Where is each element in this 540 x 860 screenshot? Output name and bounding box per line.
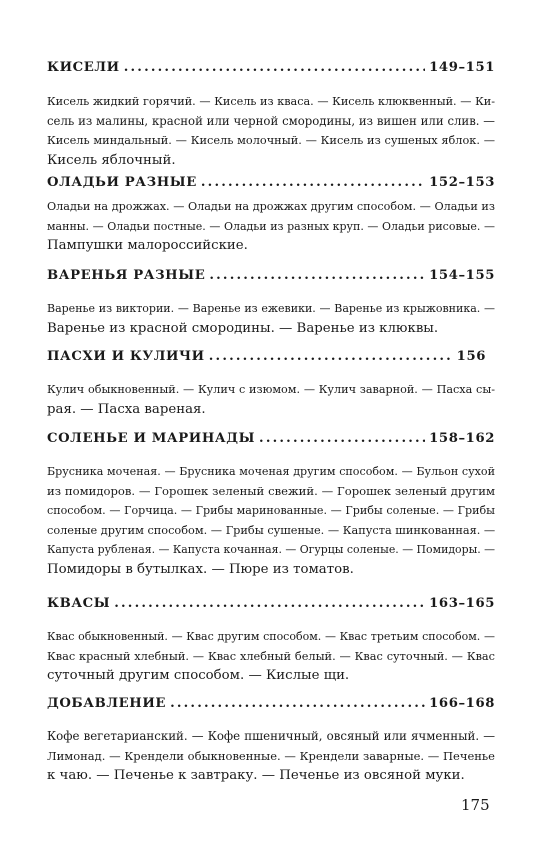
contents-line: Квас красный хлебный. — Квас хлебный белый. — Квас суточный. — Квас <box>47 649 495 663</box>
dot-leader <box>114 596 425 611</box>
contents-line: соленые другим способом. — Грибы сушеные. — Капуста шинкованная. — <box>47 523 496 537</box>
contents-line: Варенье из красной смородины. — Варенье из клюквы. <box>47 320 439 336</box>
section-title: ДОБАВЛЕНИЕ <box>47 696 167 711</box>
section-contents <box>47 380 495 419</box>
section-heading <box>47 696 495 716</box>
section-title: КВАСЫ <box>47 596 111 611</box>
section-heading <box>47 596 495 616</box>
section-title: СОЛЕНЬЕ И МАРИНАДЫ <box>47 431 256 446</box>
contents-line: Пампушки малороссийские. <box>47 238 248 254</box>
dot-leader <box>170 696 425 711</box>
section-heading <box>47 431 495 451</box>
section-contents <box>47 299 495 338</box>
contents-line: сель из малины, красной или черной смородины, из вишен или слив. — <box>47 113 495 128</box>
dot-leader <box>201 175 425 190</box>
dot-leader <box>124 60 425 75</box>
contents-line: способом. — Горчица. — Грибы маринованные. — Грибы соленые. — Грибы <box>47 504 495 518</box>
contents-line: к чаю. — Печенье к завтраку. — Печенье из овсяной муки. <box>47 768 465 784</box>
contents-line: Помидоры в бутылках. — Пюре из томатов. <box>47 561 354 577</box>
contents-line: Квас обыкновенный. — Квас другим способом. — Квас третьим способом. — <box>47 630 495 643</box>
page-range: 152–153 <box>429 175 495 190</box>
toc-section-oladi <box>47 175 495 256</box>
toc-section-dobavlenie <box>47 696 495 786</box>
contents-line: суточный другим способом. — Кислые щи. <box>47 668 350 684</box>
contents-line: Кофе вегетарианский. — Кофе пшеничный, овсяный или ячменный. — <box>47 729 495 743</box>
page-range: 166–168 <box>429 696 495 711</box>
section-heading <box>47 349 495 369</box>
page-range: 149–151 <box>429 60 495 75</box>
toc-section-kiseli <box>47 60 495 170</box>
contents-line: Брусника моченая. — Брусника моченая другим способом. — Бульон сухой <box>47 465 495 478</box>
contents-line: Капуста рубленая. — Капуста кочанная. — Огурцы соленые. — Помидоры. — <box>47 543 496 557</box>
contents-line: из помидоров. — Горошек зеленый свежий. — Горошек зеленый другим <box>47 483 495 498</box>
page-range: 158–162 <box>429 431 495 446</box>
contents-line: Кисель жидкий горячий. — Кисель из кваса. — Кисель клюквенный. — Ки- <box>47 95 495 108</box>
toc-section-paskhi <box>47 349 495 419</box>
contents-line: Варенье из виктории. — Варенье из ежевики. — Варенье из крыжовника. — <box>47 302 495 315</box>
contents-line: Кисель яблочный. <box>47 152 176 168</box>
page-range: 163–165 <box>429 596 495 611</box>
page-range: 154–155 <box>429 268 495 283</box>
section-contents <box>47 627 495 686</box>
contents-line: Кисель миндальный. — Кисель молочный. — Кисель из сушеных яблок. — <box>47 134 495 148</box>
section-heading <box>47 60 495 80</box>
section-contents <box>47 197 495 256</box>
contents-line: Лимонад. — Крендели обыкновенные. — Крендели заварные. — Печенье <box>47 748 495 763</box>
page-number: 175 <box>461 796 490 814</box>
dot-leader <box>209 268 425 283</box>
section-contents <box>47 462 495 580</box>
toc-section-varenya <box>47 268 495 338</box>
dot-leader <box>209 349 453 364</box>
page-range: 156 <box>456 349 486 364</box>
section-heading <box>47 175 495 195</box>
toc-section-solene <box>47 431 495 580</box>
section-title: ПАСХИ И КУЛИЧИ <box>47 349 205 364</box>
contents-line: рая. — Пасха вареная. <box>47 401 206 417</box>
contents-line: манны. — Оладьи постные. — Оладьи из разных круп. — Оладьи рисовые. — <box>47 219 495 233</box>
section-contents <box>47 727 495 786</box>
section-title: ВАРЕНЬЯ РАЗНЫЕ <box>47 268 206 283</box>
dot-leader <box>259 431 425 446</box>
section-contents <box>47 92 495 170</box>
section-title: ОЛАДЬИ РАЗНЫЕ <box>47 175 197 190</box>
contents-line: Оладьи на дрожжах. — Оладьи на дрожжах другим способом. — Оладьи из <box>47 200 495 213</box>
section-heading <box>47 268 495 288</box>
section-title: КИСЕЛИ <box>47 60 120 75</box>
contents-line: Кулич обыкновенный. — Кулич с изюмом. — Кулич заварной. — Пасха сы- <box>47 383 495 396</box>
toc-section-kvasy <box>47 596 495 686</box>
